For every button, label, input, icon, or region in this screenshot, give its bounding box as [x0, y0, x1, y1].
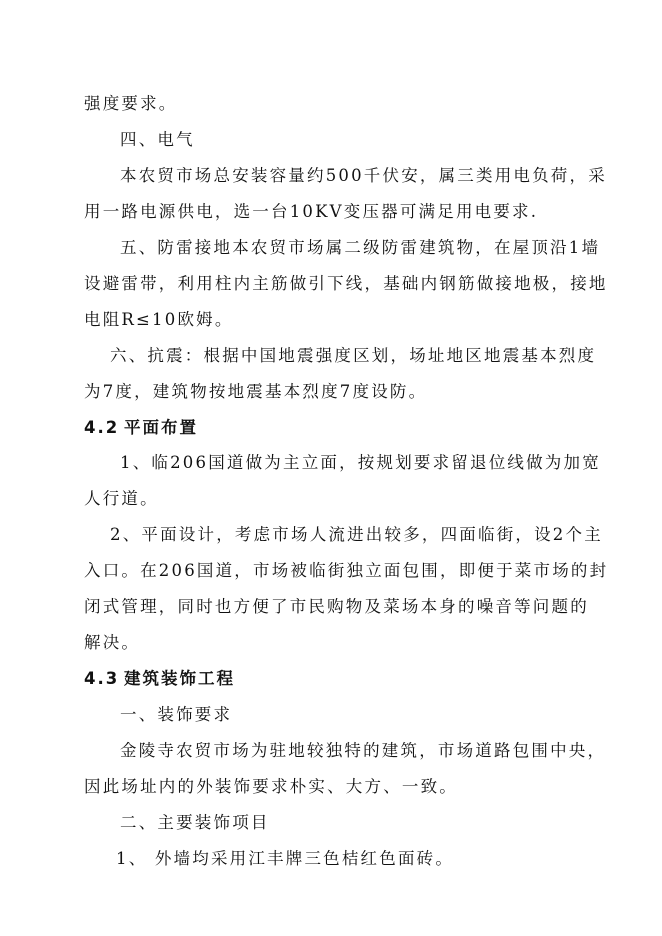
paragraph-line: 1、临206国道做为主立面，按规划要求留退位线做为加宽: [120, 453, 601, 472]
paragraph-line: 金陵寺农贸市场为驻地较独特的建筑，市场道路包围中央，: [120, 741, 607, 760]
paragraph-line: 因此场址内的外装饰要求朴实、大方、一致。: [84, 777, 458, 796]
paragraph-line: 闭式管理，同时也方便了市民购物及菜场本身的噪音等问题的: [84, 597, 589, 616]
section-title: 平面布置: [124, 418, 198, 437]
section-title: 建筑装饰工程: [124, 669, 235, 688]
paragraph-line: 本农贸市场总安装容量约500千伏安，属三类用电负荷，采: [120, 166, 607, 185]
paragraph-line: 解决。: [84, 633, 141, 652]
paragraph-line: 用一路电源供电，选一台10KV变压器可满足用电要求.: [84, 202, 539, 221]
section-number: 4.2: [84, 418, 120, 437]
paragraph-line: 电阻R≤10欧姆。: [84, 310, 234, 329]
paragraph-line: 人行道。: [84, 489, 159, 508]
section-heading-4-2: [84, 417, 198, 439]
section-number: 4.3: [84, 669, 120, 688]
paragraph-line: 五、防雷接地本农贸市场属二级防雷建筑物，在屋顶沿1墙: [120, 238, 601, 257]
paragraph-line: 2、平面设计，考虑市场人流进出较多，四面临街，设2个主: [110, 525, 603, 544]
list-item: 1、 外墙均采用江丰牌三色桔红色面砖。: [116, 849, 455, 868]
subsection-title: 二、主要装饰项目: [120, 813, 270, 832]
paragraph-line: 入口。在206国道，市场被临街独立面包围，即便于菜市场的封: [84, 561, 609, 580]
paragraph-line: 为7度，建筑物按地震基本烈度7度设防。: [84, 382, 428, 401]
paragraph-line: 六、抗震：根据中国地震强度区划，场址地区地震基本烈度: [110, 346, 597, 365]
section-heading-4-3: [84, 668, 235, 690]
paragraph-line: 设避雷带，利用柱内主筋做引下线，基础内钢筋做接地极，接地: [84, 274, 608, 293]
section-title-electrical: 四、电气: [120, 130, 195, 149]
paragraph-line: 强度要求。: [84, 94, 178, 113]
subsection-title: 一、装饰要求: [120, 705, 233, 724]
